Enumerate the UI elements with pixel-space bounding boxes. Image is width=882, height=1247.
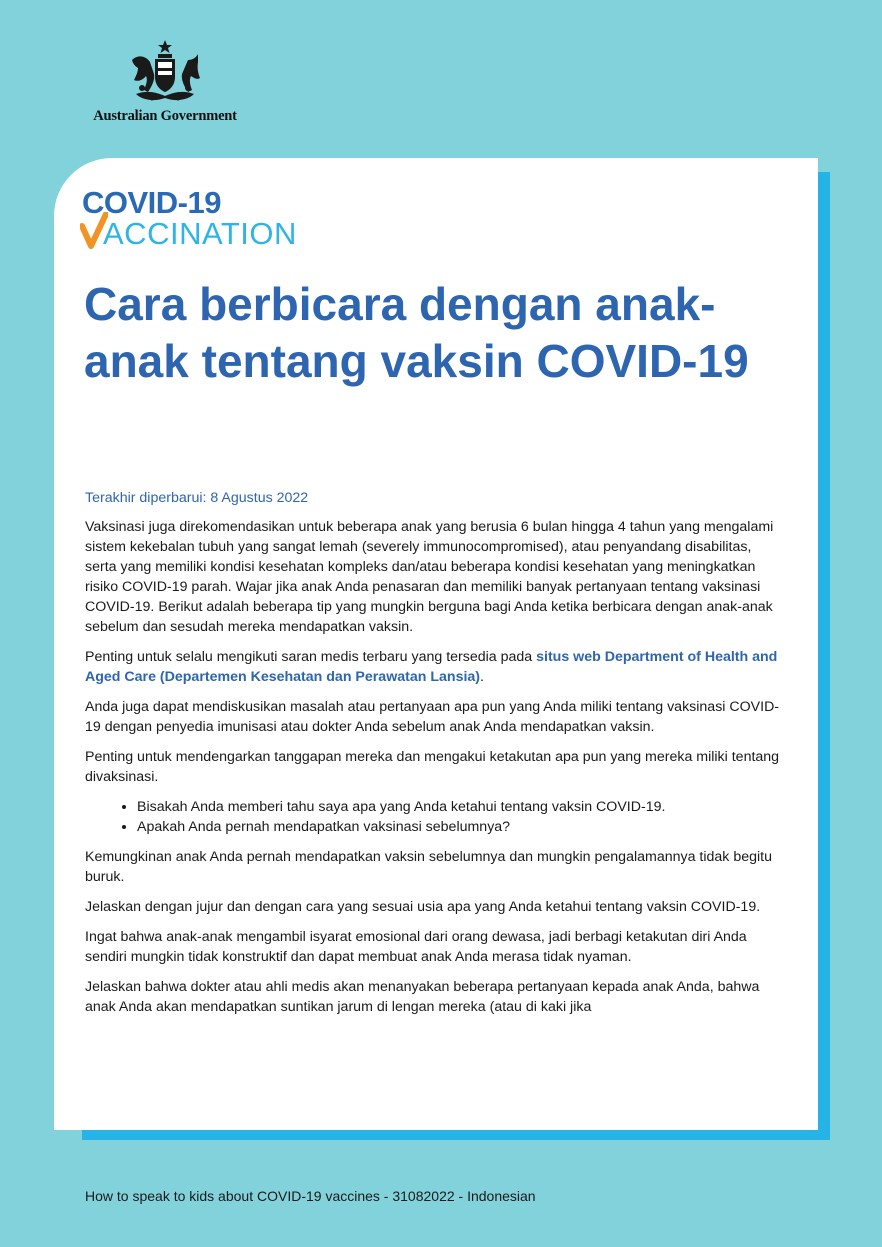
paragraph: Anda juga dapat mendiskusikan masalah atau pertanyaan apa pun yang Anda miliki tentang vaksinasi COVID-19 dengan penyedia imunisasi atau dokter Anda sebelum anak Anda mendapatkan vaksin. [85,699,780,735]
paragraph: Jelaskan dengan jujur dan dengan cara yang sesuai usia apa yang Anda ketahui tentang vaksin COVID-19. [85,899,761,915]
paragraph: Ingat bahwa anak-anak mengambil isyarat emosional dari orang dewasa, jadi berbagi ketakutan diri Anda sendiri mungkin tidak konstruktif dan dapat membuat anak Anda merasa tidak nyaman. [85,929,747,965]
paragraph-with-link [85,647,785,687]
logo-line2 [82,216,297,252]
paragraph-tail: . [480,669,484,685]
paragraph: Kemungkinan anak Anda pernah mendapatkan vaksin sebelumnya dan mungkin pengalamannya tidak begitu buruk. [85,849,772,885]
paragraph: Penting untuk mendengarkan tanggapan mereka dan mengakui ketakutan apa pun yang mereka miliki tentang divaksinasi. [85,749,780,785]
logo-line1: COVID-19 [82,185,221,220]
list-item: • Bisakah Anda memberi tahu saya apa yang Anda ketahui tentang vaksin COVID-19. [137,797,785,817]
coat-of-arms-icon [122,38,208,104]
logo-line2-tail: NATION [179,216,297,251]
question-list [85,797,785,837]
government-name: Australian Government [93,108,237,124]
footer-text: How to speak to kids about COVID-19 vaccines - 31082022 - Indonesian [85,1188,536,1204]
paragraph: Vaksinasi juga direkomendasikan untuk beberapa anak yang berusia 6 bulan hingga 4 tahun yang mengalami sistem kekebalan tubuh yang sangat lemah (severely immunocompromised), atau penyandang disabilitas, serta yang memiliki kondisi kesehatan kompleks dan/atau beberapa kondisi kesehatan yang meningkatkan risiko COVID-19 parah. Wajar jika anak Anda penasaran dan memiliki banyak pertanyaan tentang vaksinasi COVID-19. Berikut adalah beberapa tip yang mungkin berguna bagi Anda ketika berbicara dengan anak-anak sebelum dan sesudah mereka mendapatkan vaksin. [85,519,774,635]
article-body [85,488,785,1027]
government-branding [80,38,250,125]
page-title: Cara berbicara dengan anak-anak tentang vaksin COVID-19 [84,278,749,387]
last-updated: Terakhir diperbarui: 8 Agustus 2022 [85,490,309,506]
paragraph-lead: Penting untuk selalu mengikuti saran medis terbaru yang tersedia pada [85,649,537,665]
health-website-link[interactable]: situs web Department of Health and Aged Care (Departemen Kesehatan dan Perawatan Lansia) [85,649,778,685]
paragraph: Jelaskan bahwa dokter atau ahli medis akan menanyakan beberapa pertanyaan kepada anak Anda, bahwa anak Anda akan mendapatkan suntikan jarum di lengan mereka (atau di kaki jika [85,979,760,1015]
covid-vaccination-logo [82,186,342,252]
list-item: • Apakah Anda pernah mendapatkan vaksinasi sebelumnya? [137,817,785,837]
logo-line2-lead: ACCI [103,216,180,251]
